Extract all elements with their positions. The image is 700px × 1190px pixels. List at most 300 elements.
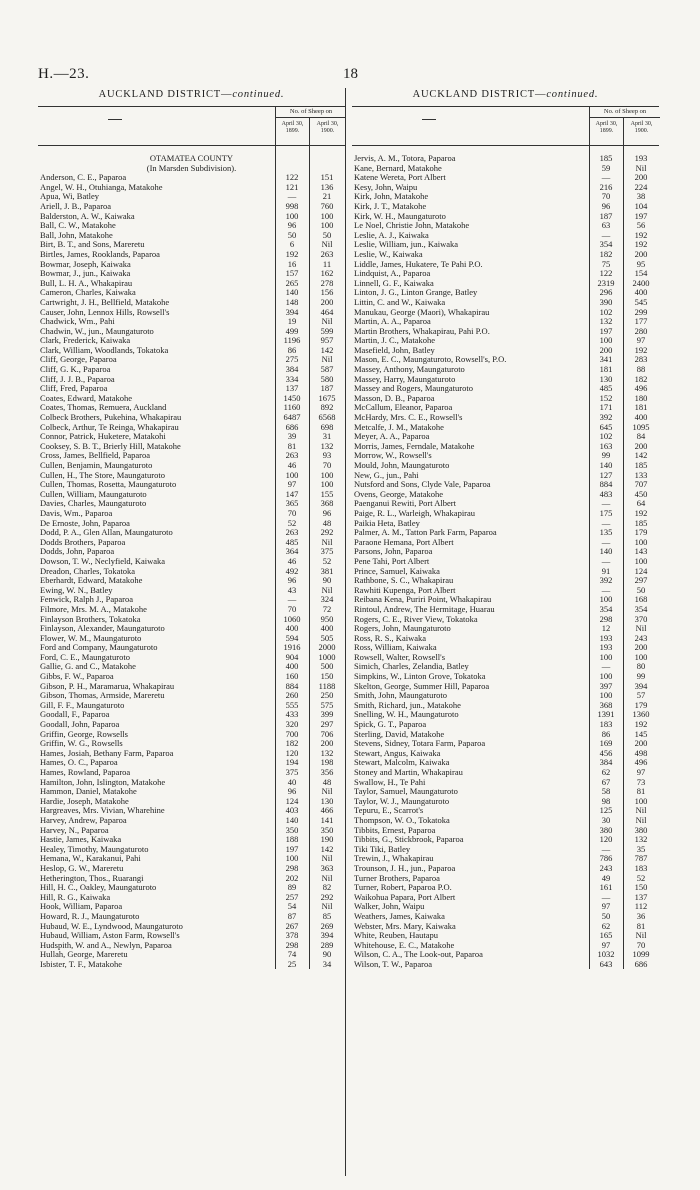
sheep-1900: 154 bbox=[634, 268, 648, 279]
owner-name bbox=[352, 730, 589, 740]
table-row bbox=[38, 317, 345, 327]
table-row bbox=[352, 931, 659, 941]
owner-name bbox=[38, 960, 275, 970]
owner-name-text: Kesy, John, Waipu bbox=[354, 182, 418, 192]
sheep-1900: 957 bbox=[320, 335, 334, 346]
sheep-1899: 97 bbox=[601, 939, 611, 950]
sheep-1900: 96 bbox=[322, 507, 332, 518]
right-column bbox=[352, 88, 659, 969]
owner-name-text: Linnell, G. F., Kaiwaka bbox=[354, 278, 434, 288]
owner-name-text: Chadwick, Wm., Pahi bbox=[40, 317, 115, 327]
owner-name bbox=[38, 519, 275, 529]
owner-name-text: Coates, Edward, Matakohe bbox=[40, 393, 133, 403]
sheep-1900: 82 bbox=[322, 882, 332, 893]
owner-name bbox=[352, 442, 589, 452]
owner-name-text: Mason, E. C., Maungaturoto, Rowsell's, P.O. bbox=[354, 355, 507, 365]
table-row bbox=[352, 183, 659, 193]
table-row bbox=[352, 221, 659, 231]
sheep-1899: 400 bbox=[285, 623, 299, 634]
owner-name-text: Cartwright, J. H., Bellfield, Matakohe bbox=[40, 297, 170, 307]
sheep-1899: 433 bbox=[285, 709, 299, 720]
table-row bbox=[352, 499, 659, 509]
sheep-1899: 50 bbox=[601, 910, 611, 921]
table-row bbox=[352, 279, 659, 289]
owner-name bbox=[352, 826, 589, 836]
table-row bbox=[38, 768, 345, 778]
owner-name bbox=[38, 864, 275, 874]
sheep-1900: 200 bbox=[634, 440, 648, 451]
sheep-1900: 599 bbox=[320, 325, 334, 336]
table-row bbox=[352, 365, 659, 375]
sheep-1899: 30 bbox=[601, 814, 611, 825]
table-row bbox=[352, 202, 659, 212]
sheep-1899: 1916 bbox=[283, 642, 301, 653]
sheep-1899: 40 bbox=[287, 776, 297, 787]
owner-name bbox=[352, 519, 589, 529]
table-row bbox=[352, 739, 659, 749]
owner-name-text: Cullen, H., The Store, Maungaturoto bbox=[40, 470, 165, 480]
sheep-1900: 136 bbox=[320, 181, 334, 192]
owner-name bbox=[352, 797, 589, 807]
sheep-1899: 100 bbox=[599, 690, 613, 701]
owner-name-text: Goodall, John, Paparoa bbox=[40, 720, 120, 730]
owner-name bbox=[38, 816, 275, 826]
owner-name bbox=[352, 365, 589, 375]
table-row bbox=[38, 595, 345, 605]
sheep-1900: 380 bbox=[634, 824, 648, 835]
owner-name bbox=[38, 269, 275, 279]
owner-name bbox=[352, 221, 589, 231]
table-row bbox=[352, 595, 659, 605]
sheep-1900: 289 bbox=[320, 939, 334, 950]
owner-name bbox=[38, 547, 275, 557]
table-row bbox=[38, 787, 345, 797]
sheep-1899: 140 bbox=[285, 287, 299, 298]
table-row bbox=[38, 221, 345, 231]
owner-name-text: Linton, J. G., Linton Grange, Batley bbox=[354, 288, 478, 298]
owner-name bbox=[352, 317, 589, 327]
sheep-1900: 575 bbox=[320, 699, 334, 710]
owner-name bbox=[38, 922, 275, 932]
sheep-1900: 1099 bbox=[632, 949, 650, 960]
table-row bbox=[38, 893, 345, 903]
table-row bbox=[38, 202, 345, 212]
owner-name bbox=[38, 202, 275, 212]
sheep-1900: 1675 bbox=[318, 392, 336, 403]
table-row bbox=[352, 835, 659, 845]
owner-name-text: Whitehouse, E. C., Matakohe bbox=[354, 940, 455, 950]
sheep-1899: 25 bbox=[287, 958, 297, 969]
sheep-1899: 384 bbox=[599, 757, 613, 768]
sheep-1899: 200 bbox=[599, 344, 613, 355]
owner-name bbox=[38, 490, 275, 500]
sheep-1900: Nil bbox=[321, 786, 333, 797]
subdivision-heading: (In Marsden Subdivision). bbox=[146, 162, 237, 173]
owner-name bbox=[38, 212, 275, 222]
sheep-1899: 100 bbox=[285, 469, 299, 480]
owner-name-text: Paikia Heta, Batley bbox=[354, 518, 420, 528]
sheep-1900: 183 bbox=[634, 862, 648, 873]
sheep-1900: 100 bbox=[634, 555, 648, 566]
table-row bbox=[352, 154, 659, 164]
table-row bbox=[38, 912, 345, 922]
sheep-1900: Nil bbox=[635, 805, 647, 816]
owner-name-text: Rogers, John, Maungaturoto bbox=[354, 624, 451, 634]
owner-name-text: Tepuru, E., Scarrot's bbox=[354, 806, 424, 816]
owner-name bbox=[352, 624, 589, 634]
owner-name bbox=[38, 394, 275, 404]
table-row bbox=[352, 317, 659, 327]
sheep-1900: 100 bbox=[320, 210, 334, 221]
owner-name-text: Massey, Anthony, Maungaturoto bbox=[354, 365, 465, 375]
owner-name-text: Wilson, C. A., The Look-out, Paparoa bbox=[354, 950, 483, 960]
owner-name-text: Colbeck Brothers, Pukehina, Whakapirau bbox=[40, 413, 182, 423]
sheep-1899: 120 bbox=[285, 747, 299, 758]
sheep-1900: 99 bbox=[636, 671, 646, 682]
sheep-1899: 904 bbox=[285, 651, 299, 662]
owner-name bbox=[38, 701, 275, 711]
owner-name-text: Morris, James, Ferndale, Matakohe bbox=[354, 441, 475, 451]
sheep-1900: 363 bbox=[320, 862, 334, 873]
owner-name bbox=[352, 595, 589, 605]
sheep-1899: 46 bbox=[287, 460, 297, 470]
column-divider bbox=[345, 88, 346, 1176]
owner-name-text: Palmer, A. M., Tatton Park Farm, Paparoa bbox=[354, 528, 497, 538]
table-row bbox=[38, 375, 345, 385]
sheep-1900: 72 bbox=[322, 603, 332, 614]
owner-name-text: Anderson, C. E., Paparoa bbox=[40, 173, 127, 183]
owner-name bbox=[38, 662, 275, 672]
table-row bbox=[352, 394, 659, 404]
table-row bbox=[352, 778, 659, 788]
owner-name-text: Hill, H. C., Oakley, Maungaturoto bbox=[40, 883, 157, 893]
sheep-1899: 97 bbox=[601, 901, 611, 912]
owner-name-text: Weathers, James, Kaiwaka bbox=[354, 911, 445, 921]
owner-name bbox=[352, 874, 589, 884]
table-row bbox=[352, 173, 659, 183]
sheep-1899: 334 bbox=[285, 373, 299, 384]
table-row bbox=[38, 461, 345, 471]
owner-name bbox=[38, 471, 275, 481]
sheep-1899: 132 bbox=[599, 316, 613, 327]
sheep-1899: 124 bbox=[285, 795, 299, 806]
owner-name bbox=[352, 240, 589, 250]
owner-name-text: Hook, William, Paparoa bbox=[40, 902, 123, 912]
sheep-1899: 392 bbox=[599, 575, 613, 586]
table-row bbox=[352, 298, 659, 308]
sheep-1899: 485 bbox=[599, 383, 613, 394]
owner-name bbox=[352, 615, 589, 625]
owner-name-text: Bowmar, Joseph, Kaiwaka bbox=[40, 259, 131, 269]
sheep-1900: 1188 bbox=[318, 680, 336, 691]
owner-name-text: Griffin, W. G., Rowsells bbox=[40, 739, 123, 749]
table-row bbox=[38, 845, 345, 855]
sheep-1900: 400 bbox=[634, 287, 648, 298]
owner-name-text: Connor, Patrick, Huketere, Matakohi bbox=[40, 432, 166, 442]
table-row bbox=[38, 442, 345, 452]
sheep-1900: 198 bbox=[320, 757, 334, 768]
sheep-1899: 165 bbox=[599, 930, 613, 941]
owner-name-text: Gibbs, F. W., Paparoa bbox=[40, 672, 114, 682]
sheep-1900: 179 bbox=[634, 527, 648, 538]
owner-name-text: Balderston, A. W., Kaiwaka bbox=[40, 211, 135, 221]
sheep-1900: 52 bbox=[636, 872, 646, 883]
owner-name-text: Filmore, Mrs. M. A., Matakohe bbox=[40, 604, 147, 614]
owner-name bbox=[38, 355, 275, 365]
sheep-1899: 499 bbox=[285, 325, 299, 336]
table-row bbox=[38, 557, 345, 567]
sheep-1899: 263 bbox=[285, 527, 299, 538]
table-row bbox=[38, 471, 345, 481]
sheep-1900: 90 bbox=[322, 949, 332, 960]
table-row bbox=[352, 423, 659, 433]
owner-name-text: Rathbone, S. C., Whakapirau bbox=[354, 576, 454, 586]
sheep-1900: 193 bbox=[634, 153, 648, 163]
owner-name bbox=[38, 432, 275, 442]
table-row bbox=[352, 806, 659, 816]
owner-name bbox=[38, 768, 275, 778]
owner-name bbox=[352, 605, 589, 615]
owner-name bbox=[38, 941, 275, 951]
sheep-1900: 280 bbox=[634, 325, 648, 336]
sheep-1899: 46 bbox=[287, 555, 297, 566]
sheep-1899: 147 bbox=[285, 488, 299, 499]
owner-name bbox=[38, 653, 275, 663]
sheep-1899: 354 bbox=[599, 239, 613, 250]
owner-name bbox=[352, 816, 589, 826]
sheep-1900: 297 bbox=[634, 575, 648, 586]
sheep-1899: 50 bbox=[287, 229, 297, 240]
owner-name-text: Kane, Bernard, Matakohe bbox=[354, 163, 442, 173]
owner-name bbox=[38, 538, 275, 548]
owner-name bbox=[352, 375, 589, 385]
sheep-1900: 269 bbox=[320, 920, 334, 931]
owner-name-text: Manukau, George (Maori), Whakapirau bbox=[354, 307, 490, 317]
owner-name-text: McHardy, Mrs. C. E., Rowsell's bbox=[354, 413, 463, 423]
table-row bbox=[38, 308, 345, 318]
table-row bbox=[352, 509, 659, 519]
sheep-1900: 95 bbox=[636, 258, 646, 269]
owner-name-text: Ball, John, Matakohe bbox=[40, 230, 113, 240]
table-row bbox=[352, 634, 659, 644]
sheep-1899: — bbox=[601, 498, 611, 509]
sheep-1900: 707 bbox=[634, 479, 648, 490]
sheep-1899: 12 bbox=[601, 623, 611, 634]
sheep-1900: 400 bbox=[634, 412, 648, 423]
sheep-1900: Nil bbox=[321, 239, 333, 250]
owner-name bbox=[38, 605, 275, 615]
owner-name bbox=[38, 643, 275, 653]
table-row bbox=[38, 749, 345, 759]
owner-name-text: Hastie, James, Kaiwaka bbox=[40, 835, 122, 845]
sheep-1899: 375 bbox=[285, 767, 299, 777]
owner-name bbox=[38, 327, 275, 337]
table-row bbox=[38, 423, 345, 433]
owner-name bbox=[38, 336, 275, 346]
owner-name-text: Rogers, C. E., River View, Tokatoka bbox=[354, 614, 478, 624]
table-row bbox=[352, 375, 659, 385]
owner-name bbox=[352, 950, 589, 960]
owner-name-text: Hudspith, W. and A., Newlyn, Paparoa bbox=[40, 940, 172, 950]
table-row bbox=[38, 173, 345, 183]
sheep-1899: 163 bbox=[599, 440, 613, 451]
owner-name-text: Morrow, W., Rowsell's bbox=[354, 451, 432, 461]
sheep-1899: 161 bbox=[599, 882, 613, 893]
owner-name bbox=[352, 355, 589, 365]
col-1899-header: April 30, 1899. bbox=[275, 118, 309, 145]
table-row bbox=[352, 787, 659, 797]
owner-name bbox=[352, 662, 589, 672]
sheep-1899: 152 bbox=[599, 392, 613, 403]
owner-name bbox=[38, 739, 275, 749]
owner-name-text: Jervis, A. M., Totora, Paparoa bbox=[354, 154, 456, 163]
sheep-1900: 70 bbox=[322, 460, 332, 470]
sheep-1899: 54 bbox=[287, 901, 297, 912]
sheep-1899: 49 bbox=[601, 872, 611, 883]
sheep-1899: 96 bbox=[601, 200, 611, 211]
owner-name bbox=[38, 173, 275, 183]
sheep-1899: 492 bbox=[285, 565, 299, 576]
sheep-1899: 137 bbox=[285, 383, 299, 394]
sheep-1900: 64 bbox=[636, 498, 646, 509]
owner-name-text: Birt, B. T., and Sons, Mareretu bbox=[40, 240, 145, 250]
sheep-1900: 200 bbox=[320, 738, 334, 749]
col-1900-header: April 30, 1900. bbox=[623, 118, 659, 145]
sheep-1900: Nil bbox=[321, 584, 333, 595]
sheep-1899: 397 bbox=[599, 680, 613, 691]
sheep-1899: 100 bbox=[599, 594, 613, 605]
sheep-1900: 498 bbox=[634, 747, 648, 758]
owner-name-text: Hames, Rowland, Paparoa bbox=[40, 768, 131, 777]
sheep-1900: 505 bbox=[320, 632, 334, 643]
owner-name bbox=[38, 221, 275, 231]
table-row bbox=[352, 519, 659, 529]
owner-name-text: Isbister, T. F., Matakohe bbox=[40, 959, 122, 969]
owner-name bbox=[352, 845, 589, 855]
owner-name bbox=[352, 576, 589, 586]
owner-name-text: Paraone Hemana, Port Albert bbox=[354, 537, 454, 547]
sheep-1899: — bbox=[601, 536, 611, 547]
table-row bbox=[352, 231, 659, 241]
sheep-1900: 48 bbox=[322, 776, 332, 787]
sheep-1899: 62 bbox=[601, 767, 611, 777]
sheep-count-header: No. of Sheep on bbox=[275, 107, 346, 118]
table-row bbox=[352, 250, 659, 260]
sheep-1899: 298 bbox=[285, 862, 299, 873]
table-row bbox=[38, 653, 345, 663]
owner-name bbox=[38, 260, 275, 270]
owner-name-text: Leslie, A. J., Kaiwaka bbox=[354, 230, 429, 240]
sheep-1900: 192 bbox=[634, 239, 648, 250]
owner-name bbox=[352, 279, 589, 289]
owner-name-text: Kirk, W. H., Maungaturoto bbox=[354, 211, 446, 221]
owner-name-text: Kirk, J. T., Matakohe bbox=[354, 201, 427, 211]
sheep-1900: 177 bbox=[634, 316, 648, 327]
table-row bbox=[38, 231, 345, 241]
sheep-1899: 1160 bbox=[283, 402, 301, 413]
sheep-1899: 390 bbox=[599, 296, 613, 307]
sheep-1899: 16 bbox=[287, 258, 297, 269]
sheep-1899: 786 bbox=[599, 853, 613, 864]
sheep-1899: 183 bbox=[599, 719, 613, 730]
owner-name bbox=[352, 384, 589, 394]
owner-name-text: Rowsell, Walter, Rowsell's bbox=[354, 652, 446, 662]
owner-name bbox=[352, 413, 589, 423]
page-number: 18 bbox=[343, 66, 358, 82]
sheep-1899: 98 bbox=[601, 795, 611, 806]
owner-name bbox=[38, 586, 275, 596]
sheep-1900: 192 bbox=[634, 507, 648, 518]
table-row bbox=[38, 567, 345, 577]
document-code: H.—23. bbox=[38, 66, 90, 82]
sheep-1899: 148 bbox=[285, 296, 299, 307]
sheep-1899: 368 bbox=[599, 699, 613, 710]
sheep-1899: 62 bbox=[601, 920, 611, 931]
sheep-1900: 104 bbox=[634, 200, 648, 211]
owner-name-text: Ross, R. S., Kaiwaka bbox=[354, 633, 427, 643]
sheep-1899: 341 bbox=[599, 354, 613, 365]
owner-name bbox=[352, 768, 589, 778]
sheep-1900: 142 bbox=[320, 344, 334, 355]
sheep-1899: 102 bbox=[599, 431, 613, 442]
owner-name bbox=[38, 231, 275, 241]
sheep-1900: 706 bbox=[320, 728, 334, 739]
sheep-1899: — bbox=[601, 229, 611, 240]
sheep-1900: 1095 bbox=[632, 421, 650, 432]
sheep-1899: 354 bbox=[599, 603, 613, 614]
sheep-1900: 50 bbox=[636, 584, 646, 595]
owner-column-dash bbox=[108, 119, 122, 120]
sheep-1899: 296 bbox=[599, 287, 613, 298]
sheep-1899: 140 bbox=[599, 546, 613, 557]
table-row bbox=[38, 710, 345, 720]
sheep-1900: Nil bbox=[635, 623, 647, 634]
table-row bbox=[352, 874, 659, 884]
table-row bbox=[38, 547, 345, 557]
owner-name-text: Pene Tahi, Port Albert bbox=[354, 556, 430, 566]
owner-name bbox=[352, 250, 589, 260]
owner-name-text: Ovens, George, Matakohe bbox=[354, 489, 444, 499]
sheep-1900: 56 bbox=[636, 220, 646, 231]
owner-name-text: Hamilton, John, Islington, Matakohe bbox=[40, 777, 166, 787]
owner-name-text: Sterling, David, Matakohe bbox=[354, 729, 445, 739]
owner-name-text: Davis, Wm., Paparoa bbox=[40, 508, 113, 518]
sheep-1900: 192 bbox=[634, 719, 648, 730]
owner-name-text: Healey, Timothy, Maungaturoto bbox=[40, 844, 149, 854]
owner-name-text: Waikohua Papara, Port Albert bbox=[354, 892, 456, 902]
sheep-1900: 381 bbox=[320, 565, 334, 576]
sheep-1900: Nil bbox=[321, 536, 333, 547]
sheep-1899: 125 bbox=[599, 805, 613, 816]
table-row bbox=[38, 269, 345, 279]
owner-name bbox=[38, 279, 275, 289]
owner-name bbox=[352, 231, 589, 241]
owner-name bbox=[352, 912, 589, 922]
owner-name-text: Paenganui Rewiti, Port Albert bbox=[354, 499, 456, 509]
owner-name bbox=[38, 413, 275, 423]
sheep-1899: 298 bbox=[285, 939, 299, 950]
table-row bbox=[38, 643, 345, 653]
sheep-1900: 48 bbox=[322, 517, 332, 528]
owner-name-text: Dreadon, Charles, Tokatoka bbox=[40, 566, 136, 576]
owner-name-text: Angel, W. H., Otuhianga, Matakohe bbox=[40, 182, 163, 192]
owner-name-text: Simpkins, W., Linton Grove, Tokatoka bbox=[354, 672, 486, 682]
table-row bbox=[38, 864, 345, 874]
table-row bbox=[352, 816, 659, 826]
table-row bbox=[352, 826, 659, 836]
sheep-1900: Nil bbox=[321, 354, 333, 365]
table-row bbox=[38, 922, 345, 932]
